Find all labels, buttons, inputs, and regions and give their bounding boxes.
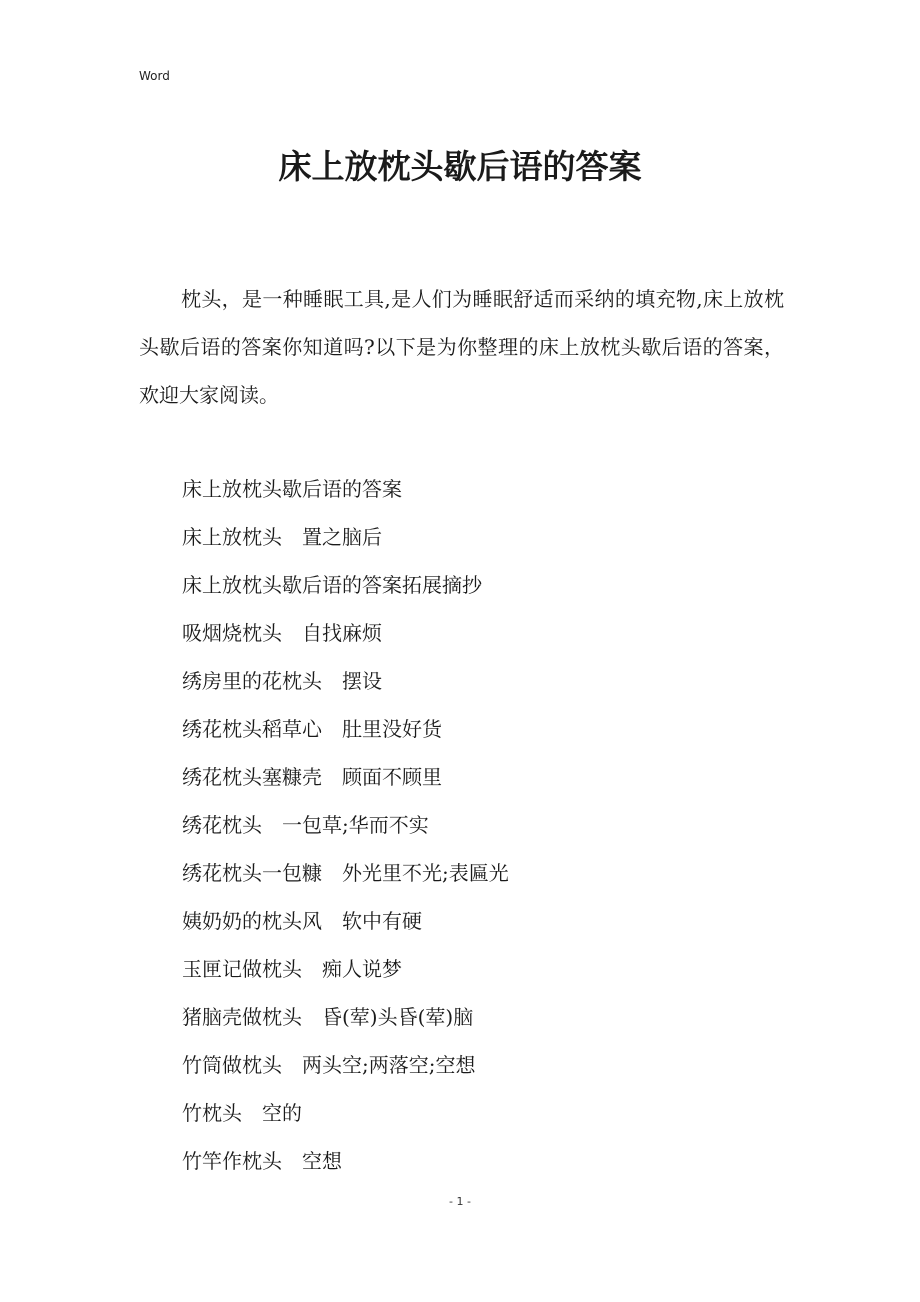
list-item: 床上放枕头歇后语的答案 [182,477,402,501]
list-item: 竹竿作枕头 空想 [182,1149,342,1173]
list-item: 绣花枕头塞糠壳 顾面不顾里 [182,765,442,789]
intro-paragraph: 枕头，是一种睡眠工具,是人们为睡眠舒适而采纳的填充物,床上放枕头歇后语的答案你知道吗?以下是为你整理的床上放枕头歇后语的答案，欢迎大家阅读。 [139,287,784,407]
list-item: 姨奶奶的枕头风 软中有硬 [182,909,422,933]
list-item: 吸烟烧枕头 自找麻烦 [182,621,382,645]
list-item: 床上放枕头 置之脑后 [182,525,382,549]
list-item: 玉匣记做枕头 痴人说梦 [182,957,402,981]
list-item: 猪脑壳做枕头 昏(荤)头昏(荤)脑 [182,1005,474,1029]
list-item: 绣花枕头稻草心 肚里没好货 [182,717,442,741]
list-item: 绣花枕头一包糠 外光里不光;表匾光 [182,861,509,885]
list-item: 竹枕头 空的 [182,1101,302,1125]
page-number: - 1 - [449,1195,471,1208]
list-item: 绣花枕头 一包草;华而不实 [182,813,429,837]
list-item: 竹筒做枕头 两头空;两落空;空想 [182,1053,476,1077]
header-label: Word [139,69,170,83]
list-item: 绣房里的花枕头 摆设 [182,669,382,693]
proverb-list [182,465,509,1185]
list-item: 床上放枕头歇后语的答案拓展摘抄 [182,573,482,597]
document-title: 床上放枕头歇后语的答案 [278,147,642,186]
